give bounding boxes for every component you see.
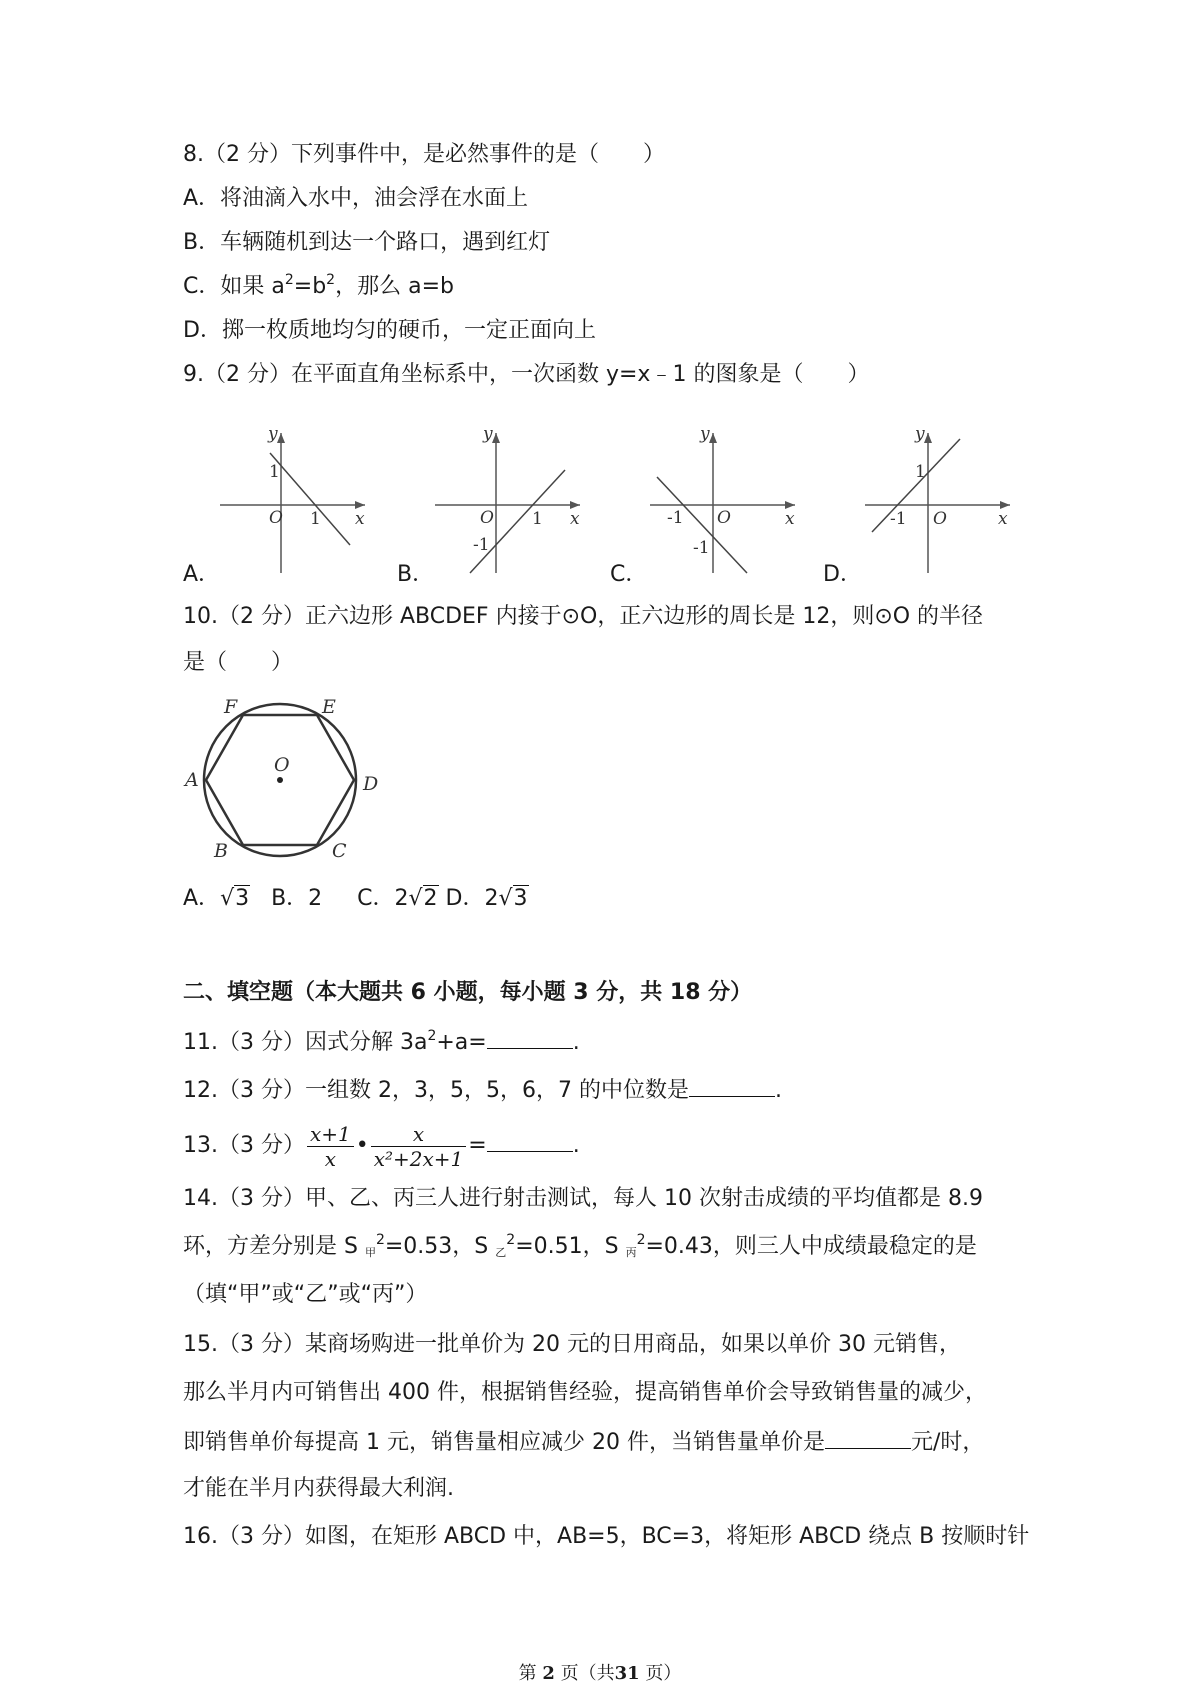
q8-option-d: D．掷一枚质地均匀的硬币，一定正面向上 <box>183 318 596 343</box>
q13-end: . <box>572 1133 580 1158</box>
y-intercept-label: -1 <box>693 538 710 558</box>
x-intercept-label: 1 <box>310 509 321 529</box>
q9-label-a: A． <box>183 562 221 587</box>
vertex-label-b: B <box>214 840 228 862</box>
q14-superscript: 2 <box>636 1232 646 1248</box>
x-intercept-label: 1 <box>532 509 543 529</box>
q8-exponent: 2 <box>284 272 294 288</box>
q14-superscript: 2 <box>506 1232 516 1248</box>
q8-option-c <box>183 272 454 302</box>
vertex-label-c: C <box>332 840 347 862</box>
answer-blank[interactable] <box>825 1426 911 1449</box>
q10-hexagon-figure <box>180 690 390 870</box>
q8-stem: 8.（2 分）下列事件中，是必然事件的是（ ） <box>183 142 665 167</box>
center-label-o: O <box>274 754 290 776</box>
q12-end: . <box>774 1078 782 1103</box>
footer-text: 第 <box>518 1663 537 1684</box>
q10-option-b: B．2 <box>271 886 323 911</box>
total-pages: 31 <box>614 1663 640 1684</box>
q11-end: . <box>572 1030 580 1055</box>
page-footer <box>0 1662 1200 1686</box>
q8-option-c-suffix: ，那么 a=b <box>335 274 454 299</box>
q9-graph-c <box>645 425 805 575</box>
q14-subscript: 甲 <box>364 1246 376 1259</box>
equals-sign: = <box>468 1133 487 1158</box>
q10-option-a-radicand: 3 <box>235 886 250 911</box>
y-axis-label: y <box>700 425 710 444</box>
footer-text: 页（共 <box>560 1663 615 1684</box>
q15-text: 即销售单价每提高 1 元，销售量相应减少 20 件，当销售量单价是 <box>183 1430 825 1455</box>
sqrt-symbol: √3 <box>498 886 528 911</box>
vertex-label-d: D <box>363 773 379 795</box>
q14-superscript: 2 <box>375 1232 385 1248</box>
q9-graph-b <box>430 425 590 575</box>
fraction <box>371 1122 467 1171</box>
vertex-label-e: E <box>322 696 336 718</box>
y-axis-label: y <box>483 425 493 444</box>
vertex-label-a: A <box>185 769 199 791</box>
q11-suffix: +a= <box>436 1030 487 1055</box>
fraction-numerator: x <box>412 1121 425 1146</box>
q15-line2: 那么半月内可销售出 400 件，根据销售经验，提高销售单价会导致销售量的减少， <box>183 1380 987 1405</box>
q15-line3 <box>183 1426 984 1458</box>
q8-option-c-mid: =b <box>293 274 327 299</box>
fraction <box>307 1122 354 1171</box>
q10-option-a-label: A． <box>183 886 221 911</box>
footer-text: 页） <box>645 1663 682 1684</box>
q13-prefix: 13.（3 分） <box>183 1133 305 1158</box>
multiply-dot: • <box>355 1133 369 1158</box>
q14-line3: （填“甲”或“乙”或“丙”） <box>183 1282 428 1307</box>
q12 <box>183 1074 782 1106</box>
y-intercept-label: -1 <box>473 535 490 555</box>
q11 <box>183 1026 580 1058</box>
sqrt-symbol: √3 <box>220 886 250 911</box>
q14-subscript: 乙 <box>495 1246 507 1259</box>
q9-graph-a <box>215 425 375 575</box>
q14-text: 环，方差分别是 S <box>183 1234 365 1259</box>
q13 <box>183 1118 580 1174</box>
q8-option-c-prefix: C．如果 a <box>183 274 285 299</box>
fraction-numerator: x+1 <box>309 1121 351 1146</box>
q10-stem-line1: 10.（2 分）正六边形 ABCDEF 内接于⊙O，正六边形的周长是 12，则⊙O 的半径 <box>183 604 984 629</box>
q9-stem: 9.（2 分）在平面直角坐标系中，一次函数 y=x﹣1 的图象是（ ） <box>183 362 870 387</box>
y-axis-label: y <box>268 425 278 444</box>
fraction-denominator: x <box>307 1146 354 1171</box>
q8-option-b: B．车辆随机到达一个路口，遇到红灯 <box>183 230 551 255</box>
q14-line1: 14.（3 分）甲、乙、丙三人进行射击测试，每人 10 次射击成绩的平均值都是 8.9 <box>183 1186 983 1211</box>
q10-option-c-radicand: 2 <box>423 886 438 911</box>
x-axis-label: x <box>355 509 365 529</box>
q9-graph-d <box>860 425 1020 575</box>
y-intercept-label: 1 <box>269 462 280 482</box>
x-axis-label: x <box>998 509 1008 529</box>
origin-label: O <box>269 508 283 528</box>
q8-option-a: A．将油滴入水中，油会浮在水面上 <box>183 186 529 211</box>
x-intercept-label: -1 <box>890 509 907 529</box>
answer-blank[interactable] <box>487 1026 573 1049</box>
sqrt-symbol: √2 <box>408 886 438 911</box>
q14-text: =0.51，S <box>515 1234 626 1259</box>
x-intercept-label: -1 <box>667 508 684 528</box>
origin-label: O <box>717 508 731 528</box>
q8-exponent: 2 <box>326 272 336 288</box>
q10-option-c-label: C．2 <box>357 886 409 911</box>
q14-subscript: 丙 <box>625 1246 637 1259</box>
q9-label-b: B． <box>397 562 435 587</box>
x-axis-label: x <box>570 509 580 529</box>
q10-option-d-radicand: 3 <box>513 886 528 911</box>
answer-blank[interactable] <box>487 1129 573 1152</box>
q10-option-d-label: D．2 <box>445 886 499 911</box>
origin-label: O <box>480 508 494 528</box>
q12-prefix: 12.（3 分）一组数 2，3，5，5，6，7 的中位数是 <box>183 1078 689 1103</box>
q15-line1: 15.（3 分）某商场购进一批单价为 20 元的日用商品，如果以单价 30 元销售， <box>183 1332 961 1357</box>
origin-label: O <box>933 509 947 529</box>
fraction-denominator: x²+2x+1 <box>371 1146 467 1171</box>
q14-text: =0.53，S <box>384 1234 496 1259</box>
page-number: 2 <box>542 1663 555 1684</box>
q15-line4: 才能在半月内获得最大利润. <box>183 1476 454 1501</box>
q14-text: =0.43，则三人中成绩最稳定的是 <box>645 1234 977 1259</box>
y-intercept-label: 1 <box>915 462 926 482</box>
answer-blank[interactable] <box>689 1074 775 1097</box>
q9-label-d: D． <box>823 562 862 587</box>
y-axis-label: y <box>915 425 925 444</box>
q10-stem-line2: 是（ ） <box>183 650 294 675</box>
q9-label-c: C． <box>610 562 648 587</box>
q16-line1: 16.（3 分）如图，在矩形 ABCD 中，AB=5，BC=3，将矩形 ABCD 绕点 B 按顺时针 <box>183 1524 1030 1549</box>
q11-prefix: 11.（3 分）因式分解 3a <box>183 1030 428 1055</box>
q14-line2 <box>183 1232 977 1262</box>
q11-exponent: 2 <box>427 1028 437 1044</box>
x-axis-label: x <box>785 509 795 529</box>
vertex-label-f: F <box>224 696 238 718</box>
q15-text: 元/时， <box>910 1430 985 1455</box>
q10-options <box>183 884 529 914</box>
section-heading-fill-in: 二、填空题（本大题共 6 小题，每小题 3 分，共 18 分） <box>183 980 753 1005</box>
